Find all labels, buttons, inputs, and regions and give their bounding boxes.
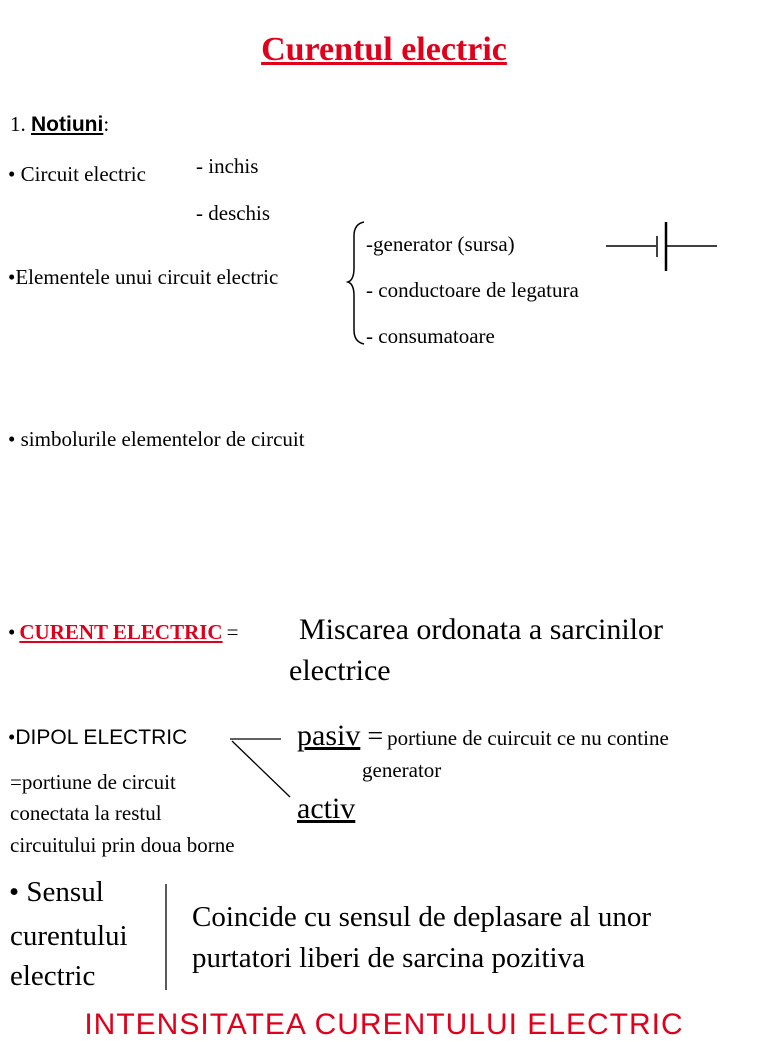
- section-number: 1.: [10, 112, 26, 136]
- current-definition-line2: electrice: [289, 654, 391, 687]
- passive-text-line2: generator: [362, 758, 442, 782]
- brace-shape: [348, 222, 364, 344]
- dipole-definition-line3: circuitului prin doua borne: [10, 833, 235, 857]
- direction-text-line1: Coincide cu sensul de deplasare al unor: [192, 901, 652, 933]
- elements-label: Elementele unui circuit electric: [15, 265, 279, 289]
- element-consumers: - consumatoare: [366, 324, 495, 348]
- direction-label-line1: Sensul: [26, 876, 104, 908]
- passive-text-line1: portiune de cuircuit ce nu contine: [387, 726, 669, 750]
- element-generator: -generator (sursa): [366, 232, 515, 256]
- active-label: activ: [297, 792, 356, 825]
- page-title: Curentul electric: [261, 31, 507, 68]
- circuit-label: Circuit electric: [20, 162, 146, 186]
- next-section-heading: INTENSITATEA CURENTULUI ELECTRIC: [84, 1008, 684, 1041]
- dipole-definition-line2: conectata la restul: [10, 801, 162, 825]
- circuit-state-closed: - inchis: [196, 154, 259, 178]
- dipole-branch-lines: [230, 739, 290, 797]
- passive-label: pasiv: [297, 719, 361, 752]
- current-equals: =: [226, 620, 239, 644]
- symbols-label: simbolurile elementelor de circuit: [20, 427, 305, 451]
- bullet: •: [8, 427, 16, 451]
- direction-label-line3: electric: [10, 960, 96, 992]
- bullet: •: [8, 162, 16, 186]
- circuit-state-open: - deschis: [196, 201, 271, 225]
- section-title: Notiuni: [31, 113, 104, 136]
- dipole-term: DIPOL ELECTRIC: [15, 726, 188, 749]
- bullet: •: [8, 725, 16, 749]
- dipole-definition-line1: =portiune de circuit: [10, 770, 176, 794]
- section-colon: :: [103, 112, 110, 136]
- battery-symbol-icon: [606, 222, 717, 271]
- bullet: •: [8, 265, 16, 289]
- bullet: •: [9, 876, 20, 908]
- bullet: •: [8, 620, 16, 644]
- current-definition-line1: Miscarea ordonata a sarcinilor: [299, 613, 663, 646]
- element-conductors: - conductoare de legatura: [366, 278, 579, 302]
- direction-label-line2: curentului: [10, 920, 128, 952]
- current-term: CURENT ELECTRIC: [19, 620, 223, 644]
- direction-text-line2: purtatori liberi de sarcina pozitiva: [192, 942, 585, 974]
- passive-equals: =: [360, 721, 384, 752]
